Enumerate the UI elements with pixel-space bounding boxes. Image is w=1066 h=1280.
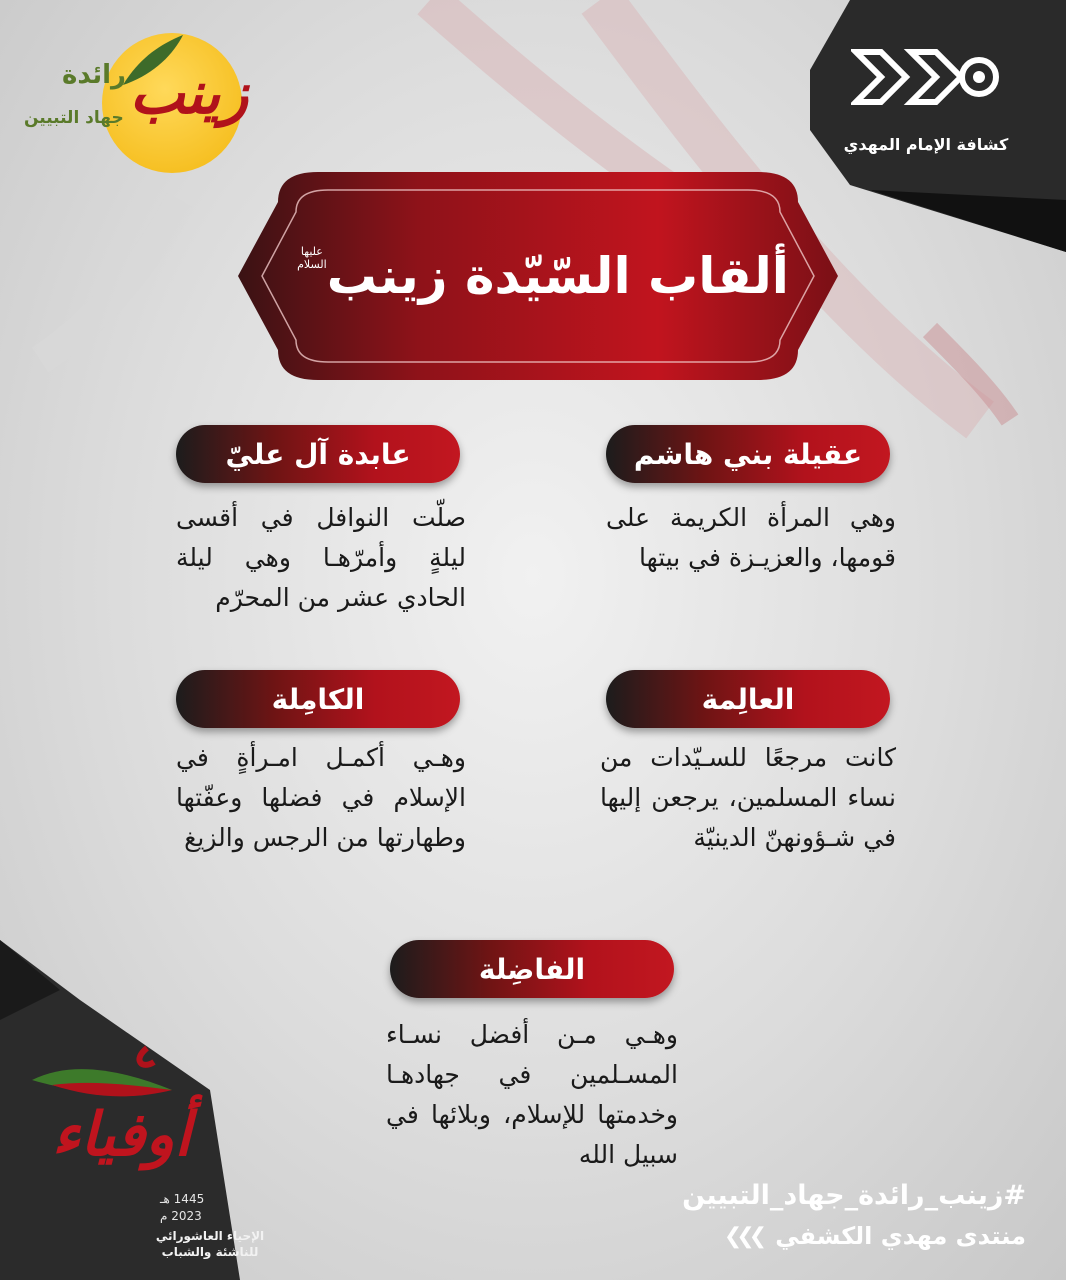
honorific-line-2: السلام [297, 258, 327, 271]
event-line-2: للناشئة والشباب [161, 1245, 259, 1259]
hashtag: #زينب_رائدة_جهاد_التبيين [682, 1180, 1026, 1211]
event-line-1: الإحياء العاشورائي [155, 1229, 265, 1243]
campaign-word-jihad: جهاد التبيين [24, 108, 124, 128]
card-label-kamila: الكامِلة [176, 670, 460, 728]
card-label-abida: عابدة آل عليّ [176, 425, 460, 483]
card-label-aqila: عقيلة بني هاشم [606, 425, 890, 483]
honorific-line-1: عليها [300, 245, 323, 258]
year-gregorian: 2023 م [160, 1209, 202, 1223]
scouts-logo [836, 42, 1016, 154]
card-label-fadila: الفاضِلة [390, 940, 674, 998]
awfiya-logo-text: أوفياء [52, 1100, 191, 1170]
chevrons-icon: ❮❮❮ [723, 1223, 762, 1249]
card-text-alima: كانت مرجعًا للسـيّدات من نساء المسلمين، يرجعن إليها في شـؤونهنّ الدينيّة [600, 743, 896, 852]
card-text-aqila: وهي المرأة الكريمة على قومها، والعزيـزة في بيتها [606, 503, 896, 572]
page-title: ألقاب السّيّدة زينب [326, 247, 789, 305]
campaign-logo [22, 28, 252, 158]
campaign-calligraphy: زينب [129, 59, 249, 127]
title-honorific [297, 245, 327, 271]
forum-name: منتدى مهدي الكشفي [775, 1222, 1026, 1250]
event-title [150, 1228, 270, 1260]
title-banner-text [238, 172, 838, 380]
scouts-name: كشافة الإمام المهدي [843, 135, 1009, 154]
card-text-abida: صلّت النوافل في أقسى ليلةٍ وأمرّهـا وهي ليلة الحادي عشر من المحرّم [176, 503, 466, 612]
campaign-word-leader: رائدة [62, 60, 127, 90]
year-hijri: 1445 هـ [160, 1192, 205, 1206]
card-label-alima: العالِمة [606, 670, 890, 728]
scouts-emblem-icon [836, 42, 1016, 127]
awfiya-logo [22, 1040, 222, 1190]
card-text-fadila: وهـي مـن أفضل نسـاء المسـلمين في جهادهـا وخدمتها للإسلام، وبلائها في سبيل الله [386, 1020, 678, 1169]
card-text-kamila: وهـي أكمـل امـرأةٍ في الإسلام في فضلها وعفّتها وطهارتها من الرجس والزيغ [176, 743, 466, 852]
forum-signature [724, 1222, 1026, 1250]
